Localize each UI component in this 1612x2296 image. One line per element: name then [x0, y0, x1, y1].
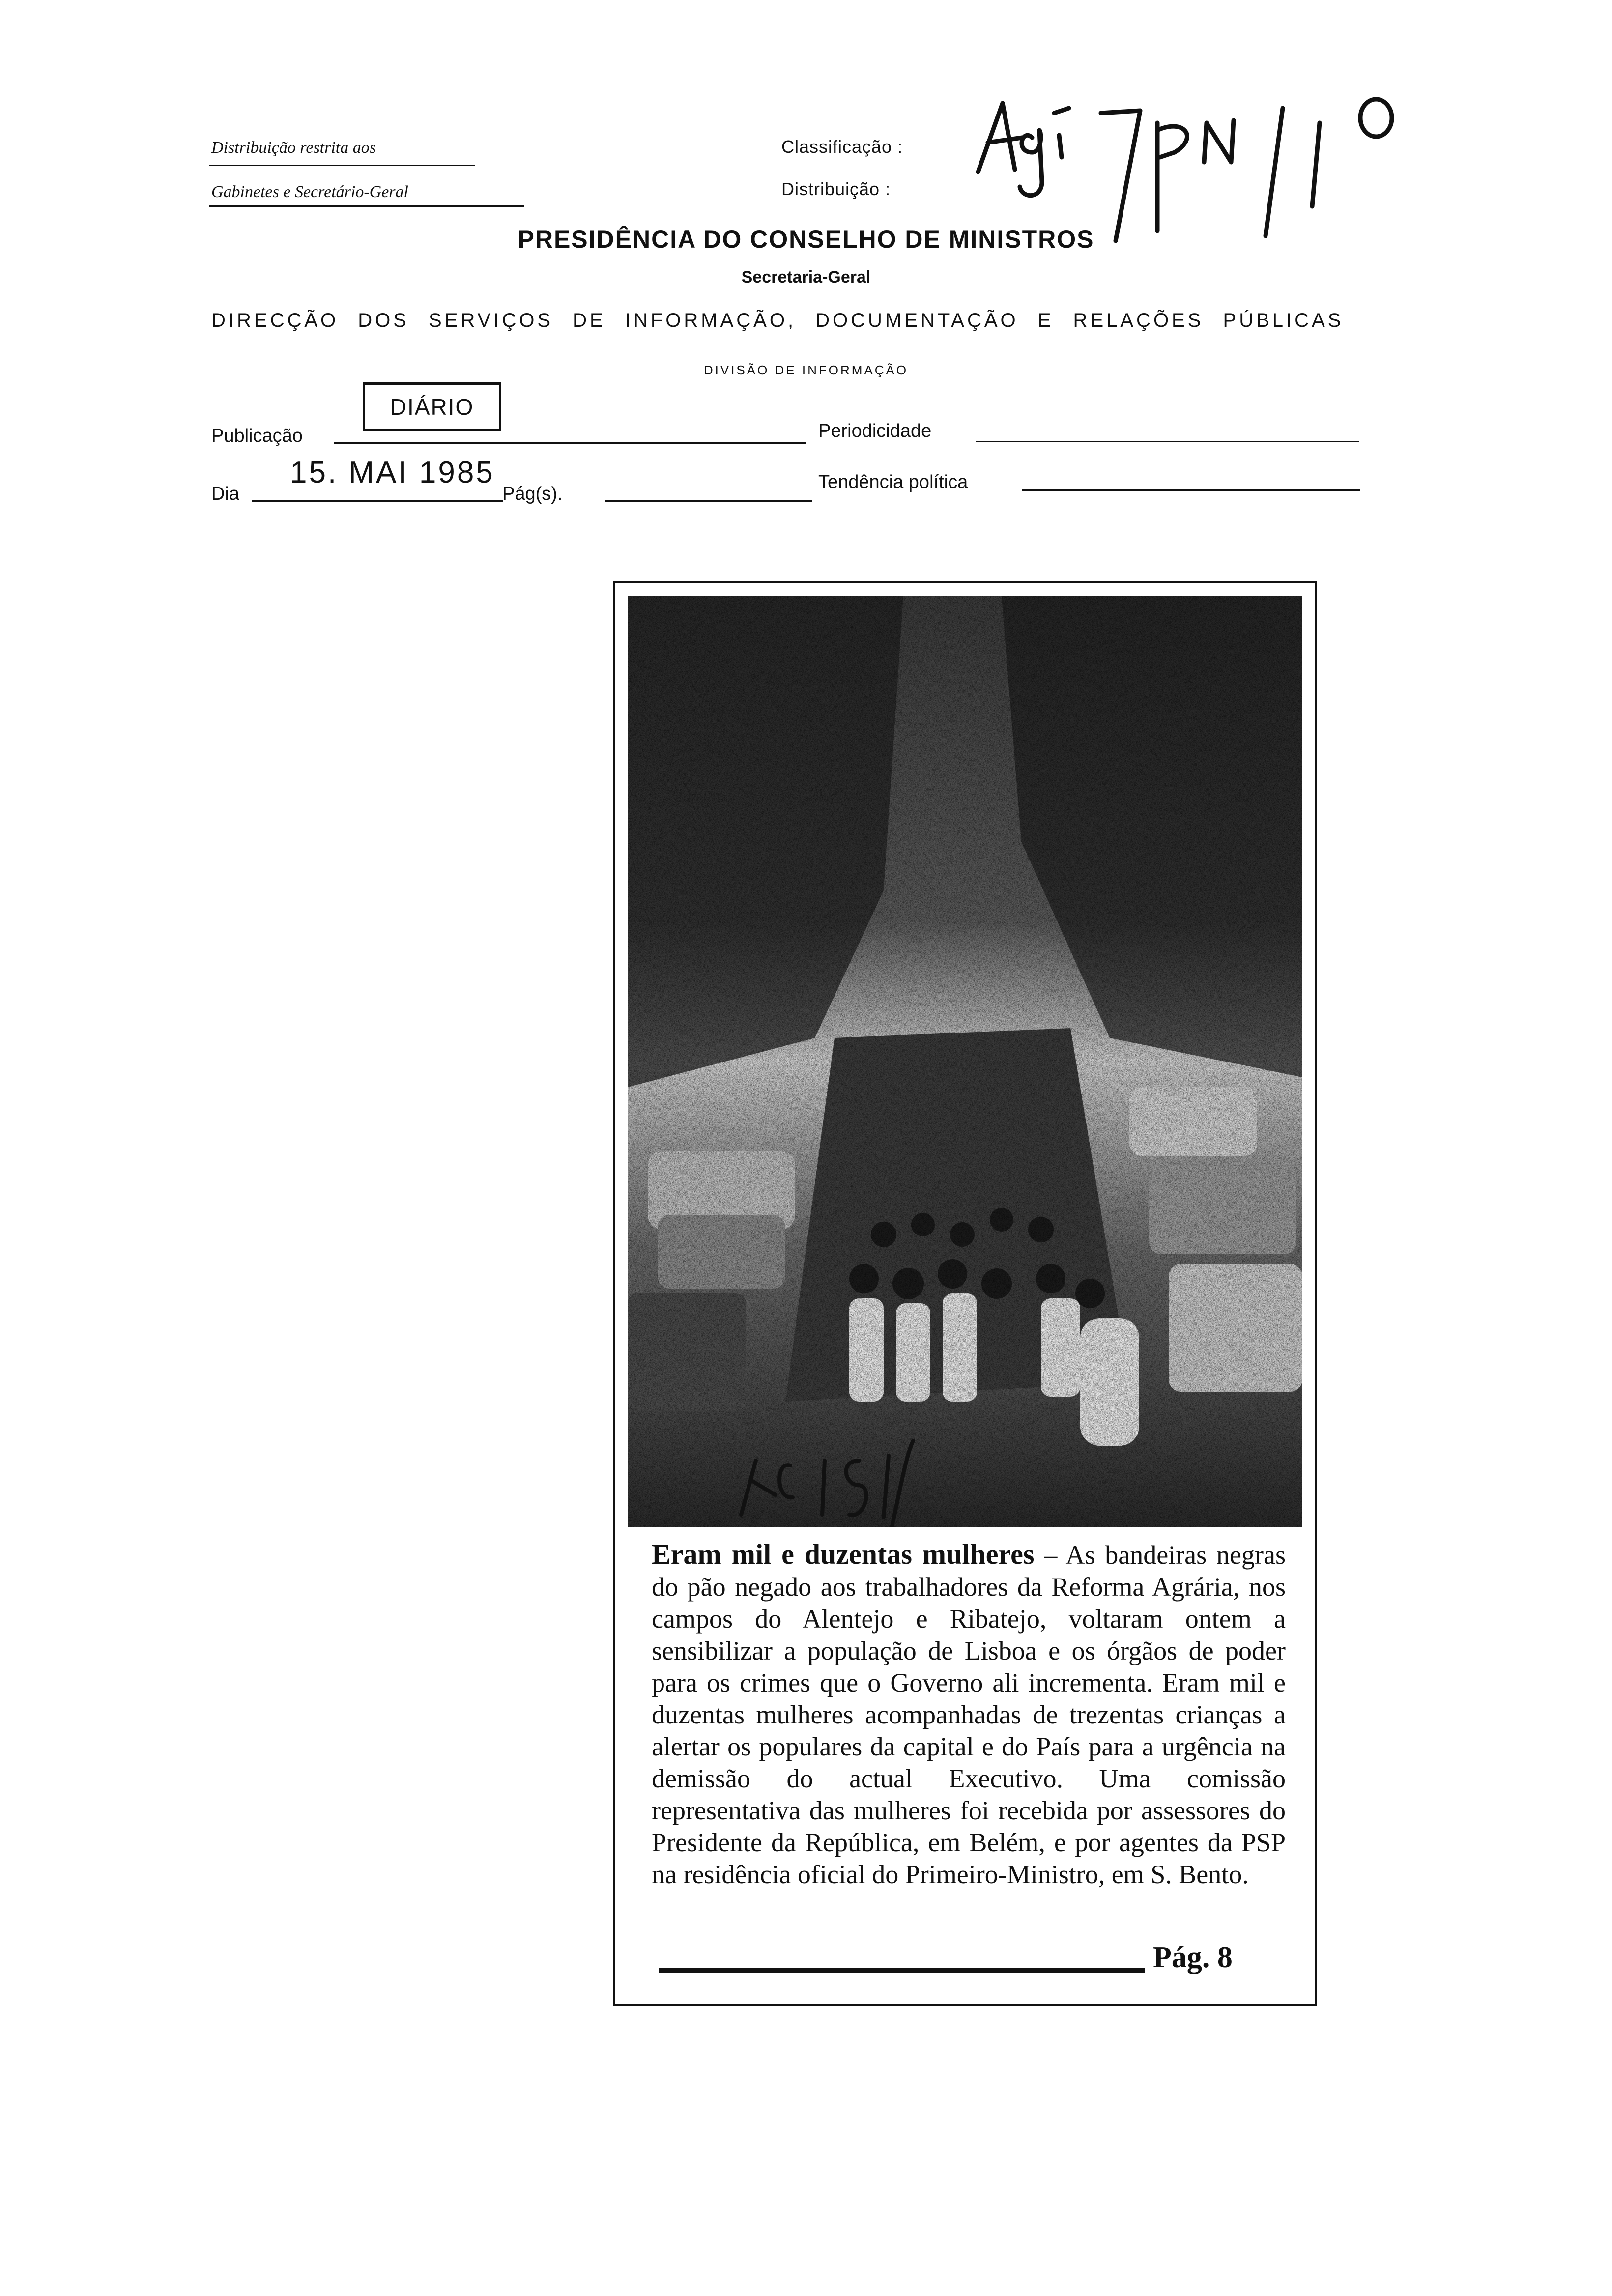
clipping-headline: Eram mil e duzentas mulheres — [652, 1538, 1035, 1570]
division-name: DIVISÃO DE INFORMAÇÃO — [703, 363, 909, 377]
periodicity-label: Periodicidade — [818, 421, 932, 441]
publication-stamp: DIÁRIO — [363, 382, 501, 431]
distribution-label: Distribuição : — [781, 179, 891, 199]
page-reference: Pág. 8 — [1153, 1941, 1233, 1974]
periodicity-line — [976, 441, 1359, 442]
day-label: Dia — [211, 484, 240, 504]
page-reference-rule — [659, 1968, 1145, 1973]
political-tendency-label: Tendência política — [818, 472, 968, 492]
restriction-line-2: Gabinetes e Secretário-Geral — [211, 183, 408, 201]
pages-line — [605, 500, 812, 502]
directorate-name: DIRECÇÃO DOS SERVIÇOS DE INFORMAÇÃO, DOCUMENTAÇÃO E RELAÇÕES PÚBLICAS — [211, 310, 1344, 331]
restriction-line-1: Distribuição restrita aos — [211, 139, 376, 157]
pages-label: Pág(s). — [502, 484, 563, 504]
restriction-underline-1 — [209, 165, 475, 166]
classification-label: Classificação : — [781, 137, 903, 157]
department-name: Secretaria-Geral — [741, 268, 871, 287]
day-value-stamp: 15. MAI 1985 — [290, 456, 495, 489]
clipping-body: – As bandeiras negras do pão negado aos trabalhadores da Reforma Agrária, nos campos do Alentejo e Ribatejo, voltaram ontem a sensibilizar a população de Lisboa e os órgãos de poder para os crimes que o Governo ali incrementa. Eram mil e duzentas mulheres acompanhadas de trezentas crianças a alertar os populares da capital e do País para a urgência na demissão do actual Executivo. Uma comissão representativa das mulheres foi recebida por assessores do Presidente da República, em Belém, e por agentes da PSP na residência oficial do Primeiro-Ministro, em S. Bento. — [652, 1540, 1286, 1889]
clipping-caption — [652, 1538, 1286, 1891]
publication-label: Publicação — [211, 426, 303, 446]
organization-title: PRESIDÊNCIA DO CONSELHO DE MINISTROS — [518, 226, 1094, 253]
political-tendency-line — [1022, 489, 1360, 491]
publication-line — [334, 442, 806, 444]
day-line — [252, 500, 503, 502]
restriction-underline-2 — [209, 205, 524, 207]
handwritten-code-signature — [968, 84, 1420, 246]
street-demonstration-photo — [628, 596, 1302, 1527]
